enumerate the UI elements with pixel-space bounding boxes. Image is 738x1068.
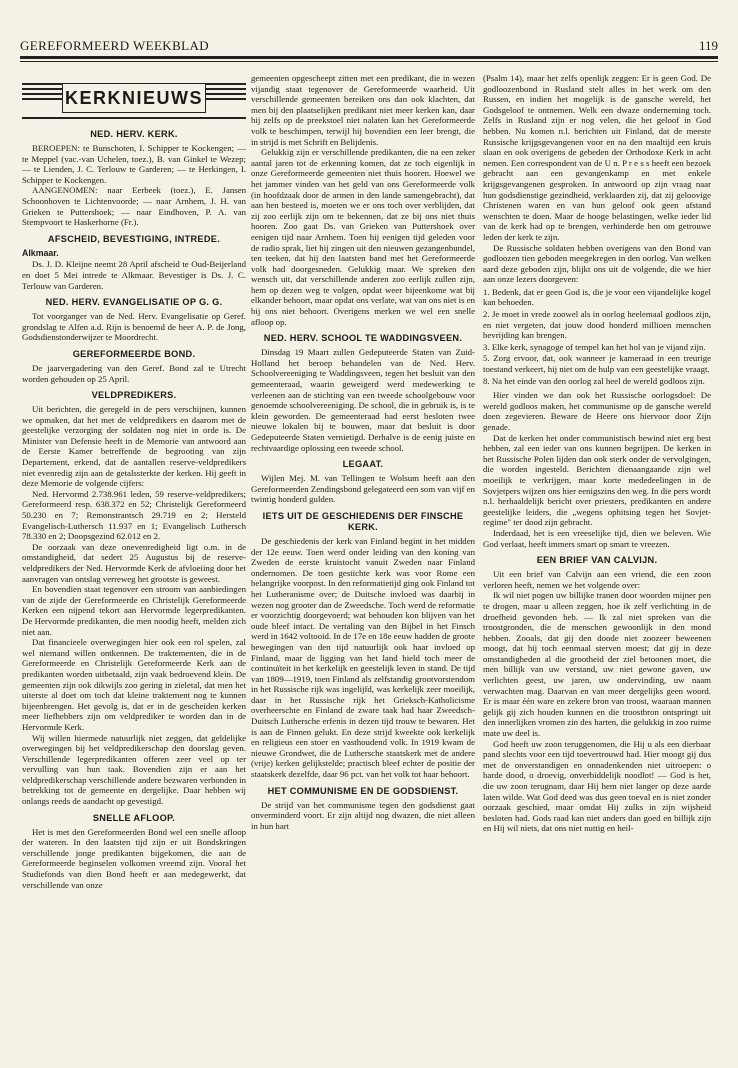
masthead-underline [22, 117, 246, 119]
paragraph-aangenomen: AANGENOMEN: naar Eerbeek (toez.), E. Jansen Schoonhoven te Lichtenvoorde; — naar Arnhem, J. H. van Grieken te Puttershoek; — naar Eindhoven, P. A. van Stempvoort te Haskerhorne (Fr.). [22, 185, 246, 228]
geboden-list [483, 287, 711, 386]
paragraph-veld-5: Wij willen hiermede natuurlijk niet zeggen, dat geldelijke overwegingen bij het veldpredikerschap den doorslag geven. Verschillende legerpredikanten offeren zeer veel op ter vervulling van hun taak. Bovendien zijn er aan het veldpredikerschap verschillende andere bezwaren verbonden in betrekking tot de gemeente en dergelijke. Daar hebben wij onlangs reeds de aandacht op gevestigd. [22, 732, 246, 807]
list-item: 5. Zorg ervoor, dat, ook wanneer je kameraad in een treurige toestand verkeert, hij niet om de hulp van een geestelijke vraagt. [483, 353, 711, 375]
column-3 [483, 73, 711, 1045]
header-rule-thin [20, 61, 718, 62]
paragraph-brief-intro: Uit een brief van Calvijn aan een vriend, die een zoon verloren heeft, nemen we het volgende over: [483, 569, 711, 590]
heading-snelle-afloop: SNELLE AFLOOP. [92, 812, 176, 823]
heading-communisme: HET COMMUNISME EN DE GODSDIENST. [267, 785, 459, 796]
paragraph-communisme: De strijd van het communisme tegen den godsdienst gaat onverminderd voort. Er zijn altijd nog dwazen, die niet alleen in hun hart [251, 799, 475, 831]
paragraph-veld-3: En bovendien staat tegenover een stroom van aanbiedingen van de zijde der Gereformeerde en Christelijk Gereformeerde Kerken een nijpend tekort aan Hervormde legerpredikanten. De Hervormde predikanten, die men noodig heeft, melden zich niet aan. [22, 584, 246, 637]
subheading-alkmaar: Alkmaar. [22, 247, 59, 258]
masthead-ornament-left [22, 83, 62, 103]
paragraph-vervolging: Dat de kerken het onder communistisch bewind niet erg best hebben, zal een ieder van ons kunnen begrijpen. De kerken in het Russische Polen lijden dan ook sterk onder de vervolgingen, die worden ingesteld. Berichten dienaangaande zijn wel moeilijk te verkrijgen, maar korte mededeelingen in de Sovjetpers wijzen ons hier eenigszins den weg. In die pers wordt n.l. herhaaldelijk bericht over priesters, predikanten en andere geestelijke leiders, die „wegens ophitsing tegen het Sovjet-regime" ter dood zijn gebracht. [483, 432, 711, 528]
column-1 [22, 79, 246, 1051]
paragraph-beroepen: BEROEPEN: te Bunschoten, I. Schipper te Kockengen; — te Meppel (vac.-van Uchelen, toez.), B. van Ginkel te Wezep; — te Lienden, J. C. Terlouw te Garderen; — te Herkingen, I. Schipper te Kockengen. [22, 143, 246, 185]
paragraph-gelukkig: Gelukkig zijn er verschillende predikanten, die na een zeker aantal jaren tot de erkenning komen, dat ze toch eigenlijk in onze Gereformeerde gemeenten niet thuis hooren. Hoewel we het jammer vinden van het geld van ons Gereformeerde volk (in hoofdzaak door de armen in den lande samengebracht), dat aan hen besteed is, moeten we er ons toch over verblijden, dat zij zoo eerlijk zijn om te bekennen, dat ze bij ons niet thuis hooren. Zoo gaat Ds. van Grieken van Puttershoek over eenigen tijd naar Arnhem. Toen hij eenigen tijd geleden voor de radio sprak, liet hij zingen uit den nieuwen gezangenbundel, ten teeken, dat hij den laatsten band met het Gereformeerde volk had doorgesneden. Gelukkig maar. We spreken den wensch uit, dat verschillende anderen zoo eerlijk zullen zijn, hem op dezen weg te volgen, opdat weer bijeenkome wat bij elkander behoort, maar opdat ons verlate, wat van ons niet is en bij ons niet behoort. Overigens merken we wel een snelle afloop op. [251, 147, 475, 327]
paragraph-veld-cijfers: Ned. Hervormd 2.738.961 leden, 59 reserve-veldpredikers; Gereformeerd resp. 638.372 en 52; Christelijk Gereformeerd 50.230 en 7; Remonstrantsch 29.719 en 2; Hersteld Evangelisch-Luthersch 11.937 en 1; Evangelisch Luthersch 78.330 en 2; Doopsgezind 62.012 en 2. [22, 488, 246, 542]
heading-legaat: LEGAAT. [342, 459, 384, 470]
heading-afscheid: AFSCHEID, BEVESTIGING, INTREDE. [47, 233, 221, 244]
paragraph-psalm: (Psalm 14), maar het zelfs openlijk zeggen: Er is geen God. De godloozenbond in Rusland stelt alles in het werk om den Russen, en indien het mogelijk is de gansche wereld, het Godsgeloof te ontnemen. Welk een dwaze onderneming toch. Zelfs in Rusland zijn er nog velen, die het geloof in God hebben. Nu komen n.l. berichten uit Finland, dat de meeste Russische krijgsgevangenen voor en na den maaltijd een kruis slaan en ook overigens de gebeden der Orthodoxe Kerk in acht nemen. Een correspondent van de U n. P r e s s heeft een bezoek gebracht aan een gevangenkamp en met enkele krijgsgevangenen gesproken. In antwoord op zijn vraag naar hun godsdienstige gezindheid, verklaarden zij, dat zij geloovige Christenen waren en van hun geloof ook geen afstand wenschten te doen. Maar de hooge belastingen, welke ieder lid van de kerk had op te brengen, verhinderde hen om getrouwe leden der kerk te zijn. [483, 73, 711, 242]
paragraph-geboden-intro: De Russische soldaten hebben overigens van den Bond van godloozen tien geboden meegekregen in den oorlog. Van welken aard deze geboden zijn, blijkt ons uit de volgende, die we hier aan onze lezers doorgeven: [483, 242, 711, 285]
paragraph-alkmaar: Ds. J. D. Kleijne neemt 28 April afscheid te Oud-Beijerland en doet 5 Mei intrede te Alkmaar. Bevestiger is Ds. J. C. Terlouw van Garderen. [22, 259, 246, 291]
page-number: 119 [698, 38, 718, 53]
paragraph-evangelisatie: Tot voorganger van de Ned. Herv. Evangelisatie op Geref. grondslag te Alfen a.d. Rijn is benoemd de heer A. P. de Jong, Godsdienstonderwijzer te Moordrecht. [22, 311, 246, 343]
header-rule-thick [20, 56, 718, 59]
heading-veldpredikers: VELDPREDIKERS. [91, 390, 177, 401]
paragraph-legaat: Wijlen Mej. M. van Tellingen te Wolsum heeft aan den Gereformeerden Zendingsbond gelegateerd een som van vijf en twintig honderd gulden. [251, 473, 475, 505]
paragraph-veld-4: Dat financieele overwegingen hier ook een rol spelen, zal wel niemand willen ontkennen. De traktementen, die in de Gereformeerde en Christelijk Gereformeerde Kerk aan de predikanten worden uitbetaald, zijn vaak bedroevend klein. De gemeenten zijn ook dikwijls zoo gering in zieletal, dat men het uiterste al doet om toch dat kleine traktement nog te kunnen bijeenbrengen. Het gevolg is, dat er in de gescheiden kerken meer liefhebbers zijn om veldprediker te worden dan in de Hervormde Kerk. [22, 637, 246, 732]
paragraph-vreeselijke-tijd: Inderdaad, het is een vreeselijke tijd, dien we beleven. Wie God verlaat, heeft immers smart op smart te vreezen. [483, 527, 711, 549]
paragraph-brief-1: Ik wil niet pogen uw billijke tranen door woorden mijner pen te drogen, maar u alleen zeggen, hoe ik zelf verlichting in de droefheid gevonden heb. — Ik zal niet spreken van die troostgronden, die de menschen gewoonlijk in den mond hebben. Zooals, dat gij den doode niet zoozeer beweenen moogt, dat hij toch eenmaal sterven moest; dat gij in deze omstandigheden al die grootheid der ziel betoonen moet, die men billijk van uw verstand, uw niet gewone gaven, uw verlichten geest, uw jaren, uw ondervinding, uw naam verwachten mag. Daarvan en van meer dergelijks geen woord. Er is maar één ware en zekere bron van troost, waaraan mannen gelijk gij zich houden kunnen en die troostbron ontspringt uit den innerlijken vromen zin des harten, die gelukkig in zoo ruime mate uw deel is. [483, 590, 711, 739]
heading-evangelisatie: NED. HERV. EVANGELISATIE OP G. G. [45, 297, 223, 308]
paragraph-continued: gemeenten opgescheept zitten met een predikant, die in wezen vijandig staat tegenover de Gereformeerde waarheid. Uit verschillende gemeenten bereiken ons dan ook klachten, dat men bij den plaatselijken predikant niet meer kerken kan, daar hij zelfs op de preekstoel niet nalaten kan het Gereformeerde volk te beschimpen, terwijl hij bovendien een leer brengt, die in strijd is met Schrift en Belijdenis. [251, 73, 475, 147]
paragraph-brief-2: God heeft uw zoon teruggenomen, die Hij u als een dierbaar pand slechts voor een tijd toevertrouwd had. Hier moogt gij dus met de onverstandigen en onnadenkenden niet uitroepen: o harde dood, o droevig, onverbiddelijk noodlot! — God is het, die uw zoon terugnam, daar Hij hem niet langer op deze aarde laten wilde. Wat God deed was dus geen toeval en is niet zonder oorzaak geschied, maar omdat Hij zulks in zijn wijsheid besloten had. Gods raad kan niet anders dan goed en billijk zijn en Hij wil niets, dat ons niet nuttig en heil- [483, 738, 711, 834]
paragraph-school: Dinsdag 19 Maart zullen Gedeputeerde Staten van Zuid-Holland het beroep behandelen van de Ned. Herv. Schoolvereeniging te Waddingsveen, tegen het besluit van den gemeenteraad, waarin geweigerd werd medewerking te verleenen aan de stichting van een tweede schoolgebouw voor genoemde schoolvereeniging. De school, die in gebruik is, is te klein geworden. De gemeenteraad had eerst besloten twee nieuwe lokalen bij te bouwen, maar dat besluit is door Gedeputeerde Staten vernietigd. Derhalve is de eenig juiste en rechtvaardige oplossing een tweede school. [251, 347, 475, 453]
column-2 [251, 73, 475, 1045]
masthead-ornament-right [206, 83, 246, 103]
list-item: 8. Na het einde van den oorlog zal heel de wereld godloos zijn. [483, 375, 705, 386]
heading-finsche-kerk: IETS UIT DE GESCHIEDENIS DER FINSCHE KERK. [262, 510, 464, 532]
paragraph-finsche-kerk: De geschiedenis der kerk van Finland begint in het midden der 12e eeuw. Toen werd onder leiding van den koning van Zweden de eerste kruistocht vanuit Zweden naar Finland ondernomen. De toen gestichte kerk was voor Rome een belangrijke voorpost. In den reformatietijd ging ook Finland tot het Lutheranisme over; de Duitsche invloed was daarbij in wezen nog grooter dan de Zweedsche. Toch werd de reformatie er voorzichtig doorgevoerd; wat behouden kon blijven van het oude bleef intact. De vertaling van den Bijbel in het Finsch werd in 1642 voltooid. In de 17e en 18e eeuw hadden de groote bewegingen van den tijd natuurlijk ook haar invloed op Finland, maar de ligging van het land hield toch meer de continuïteit in het kerkelijk en geestelijk leven in stand. De tijd van 1809—1919, toen Finland als zelfstandig grootvorstendom in het Russische rijk was ingelijfd, was kerkelijk zeer moeilijk, daar in het Russische rijk het Grieksch-Katholicisme overheerschte en Finland de zware taak had haar Zweedsch-Duitsch Luthersche erfenis in dezen tijd trouw te bewaren. Het is aan de Finnen gelukt. En deze strijd kweekte ook kerkelijk en religieus een stoer en vasthoudend volk. In 1919 kwam de nieuwe Grondwet, die de Luthersche staatskerk met de andere (vrije) kerken gelijkstelde; practisch bleef echter de positie der staatskerk dezelfde, daar 96 pct. van het volk tot haar behoort. [251, 535, 475, 780]
masthead-title: KERKNIEUWS [62, 83, 206, 113]
list-item: 3. Elke kerk, synagoge of tempel kan het hol van je vijand zijn. [483, 341, 706, 352]
paragraph-veld-2: De oorzaak van deze onevenredigheid ligt o.m. in de omstandigheid, dat sedert 25 Augustus bij de reserve-veldpredikers der Ned. Hervormde Kerk de afvloeiing door het aanvragen van ontslag verreweg het grootste is geweest. [22, 541, 246, 584]
list-item: 2. Je moet in vrede zoowel als in oorlog heelemaal godloos zijn, en niet vergeten, dat jouw dood honderd millioen menschen bevrijding kan brengen. [483, 309, 711, 341]
heading-gereformeerde-bond: GEREFORMEERDE BOND. [72, 348, 196, 359]
paragraph-veld-1: Uit berichten, die geregeld in de pers verschijnen, kunnen we opmaken, dat het met de veldpredikers en daarom met de geestelijke verzorging der soldaten nog niet in orde is. De Minister van Defensie heeft in de Memorie van antwoord aan de Eerste Kamer betreffende de begrooting van zijn Departement, erkend, dat de aantallen reserve-veldpredikers niet evenredig zijn aan de getalssterkte der kerken. Hij geeft in deze Memorie de volgende cijfers: [22, 404, 246, 489]
heading-brief-calvijn: EEN BRIEF VAN CALVIJN. [536, 555, 658, 566]
section-masthead [22, 79, 246, 123]
list-item: 1. Bedenk, dat er geen God is, die je voor een vijandelijke kogel kan behoeden. [483, 286, 711, 308]
paragraph-bond: De jaarvergadering van den Geref. Bond zal te Utrecht worden gehouden op 25 April. [22, 362, 246, 384]
running-title: GEREFORMEERD WEEKBLAD [20, 38, 210, 53]
running-head [20, 38, 718, 56]
heading-school-waddingsveen: NED. HERV. SCHOOL TE WADDINGSVEEN. [263, 333, 463, 344]
paragraph-snelle-afloop: Het is met den Gereformeerden Bond wel een snelle afloop der wateren. In den laatsten tijd zijn er uit Bondskringen verschillende jonge predikanten bijgekomen, die aan de Gereformeerde beginselen volkomen vreemd zijn. Vooral het Studiefonds van dien Bond heeft er aan medegewerkt, dat verschillende van onze [22, 826, 246, 890]
paragraph-oorlogsdoel: Hier vinden we dan ook het Russische oorlogsdoel: De wereld godloos maken, het communisme op de gansche wereld doen zegevieren. Beware de Heere ons hiervoor door Zijn genade. [483, 390, 711, 432]
heading-ned-herv-kerk: NED. HERV. KERK. [90, 129, 178, 139]
